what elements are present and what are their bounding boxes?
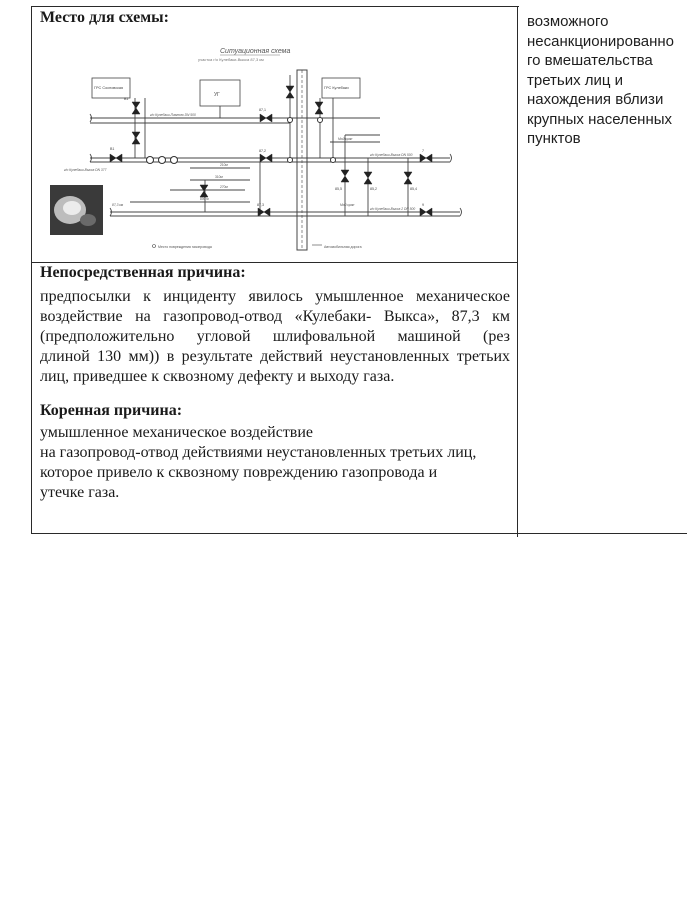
ug-label: УГ xyxy=(214,92,220,98)
immediate-cause-heading: Непосредственная причина: xyxy=(40,264,246,281)
table-left-border xyxy=(31,6,32,534)
dim-3: 270м xyxy=(220,185,228,189)
table-top-border xyxy=(31,6,519,7)
valve-label-e: В1 xyxy=(124,97,129,101)
valve-label-87-1: 87,1 xyxy=(259,108,266,112)
root-cause-line: умышленное механическое воздействие xyxy=(40,424,314,441)
right-line: крупных населенных xyxy=(527,110,673,128)
pipe-label-2: г/о Кулебаки-Выкса DN 377 xyxy=(64,168,107,172)
root-cause-line: на газопровод-отвод действиями неустановленных третьих лиц, xyxy=(40,444,477,461)
situational-scheme-diagram xyxy=(50,40,490,252)
immediate-cause-text xyxy=(40,287,510,387)
table-bottom-border xyxy=(31,533,687,534)
right-line: несанкционированно xyxy=(527,32,675,50)
pipe-label-6: Мой кран xyxy=(338,137,353,141)
valve-label-85-4: 85,4 xyxy=(410,187,417,191)
immediate-cause-line: предпосылки к инциденту явилось умышленное механическое xyxy=(40,288,510,305)
valve-label-9: 9 xyxy=(422,203,424,207)
legend-site: Место повреждения газопровода xyxy=(158,245,212,249)
grs-right-label: ГРС Кулебаки xyxy=(324,86,349,90)
diagram-subtitle: участка г/о Кулебаки-Выкса 87,3 км xyxy=(198,57,264,62)
pipe-label-3: г/о Кулебаки-Выкса DN 500 xyxy=(370,153,413,157)
right-line: нахождения вблизи xyxy=(527,91,664,108)
right-line: пунктов xyxy=(527,130,581,147)
immediate-cause-line: лиц, приведшее к сквозному дефекту и выходу газа. xyxy=(40,368,395,385)
valve-label-7: 7 xyxy=(422,149,424,153)
immediate-cause-line: воздействие на газопровод-отвод «Кулебаки- Выкса», 87,3 км xyxy=(40,308,510,325)
dim-2: 310м xyxy=(215,175,223,179)
valve-label-87-2: 87,2 xyxy=(259,149,266,153)
valve-label-85-5: 85,5 xyxy=(335,187,342,191)
right-line: го вмешательства xyxy=(527,52,653,69)
valve-label-85-2: 85,2 xyxy=(370,187,377,191)
root-cause-line: которое привело к сквозному повреждению газопровода и xyxy=(40,464,438,481)
immediate-cause-line: длиной 130 мм)) в результате действий неустановленных третьих xyxy=(40,348,510,365)
diagram-title: Ситуационная схема xyxy=(220,48,291,55)
valve-label-v1: В1 xyxy=(110,147,115,151)
root-cause-line: утечке газа. xyxy=(40,484,120,501)
dim-4: 800 м xyxy=(200,197,209,201)
scheme-heading: Место для схемы: xyxy=(40,9,169,26)
column-divider xyxy=(517,6,518,537)
right-line: третьих лиц и xyxy=(527,71,624,89)
legend-road: Автомобильная дорога xyxy=(324,245,362,249)
ug-box xyxy=(200,80,240,106)
pipe-label-1: г/о Кулебаки-Павлово DN 500 xyxy=(150,113,196,117)
valve-label-87-3: 87,3 xyxy=(257,203,264,207)
pipe-label-4: г/о Кулебаки-Выкса 2 DN 500 xyxy=(370,207,416,211)
dim-1: 210м xyxy=(220,163,228,167)
pipe-label-5: 87,3 км xyxy=(112,203,124,207)
immediate-cause-line: (предположительно угловой шлифовальной машиной (рез xyxy=(40,328,510,345)
right-line: возможного xyxy=(527,13,609,30)
root-cause-text xyxy=(40,423,510,503)
pipe-label-7: Мой кран xyxy=(340,203,355,207)
root-cause-heading: Коренная причина: xyxy=(40,402,183,419)
row-divider xyxy=(31,262,518,263)
right-column-text xyxy=(527,12,687,149)
grs-left-label: ГРС Сосновская xyxy=(94,86,124,90)
